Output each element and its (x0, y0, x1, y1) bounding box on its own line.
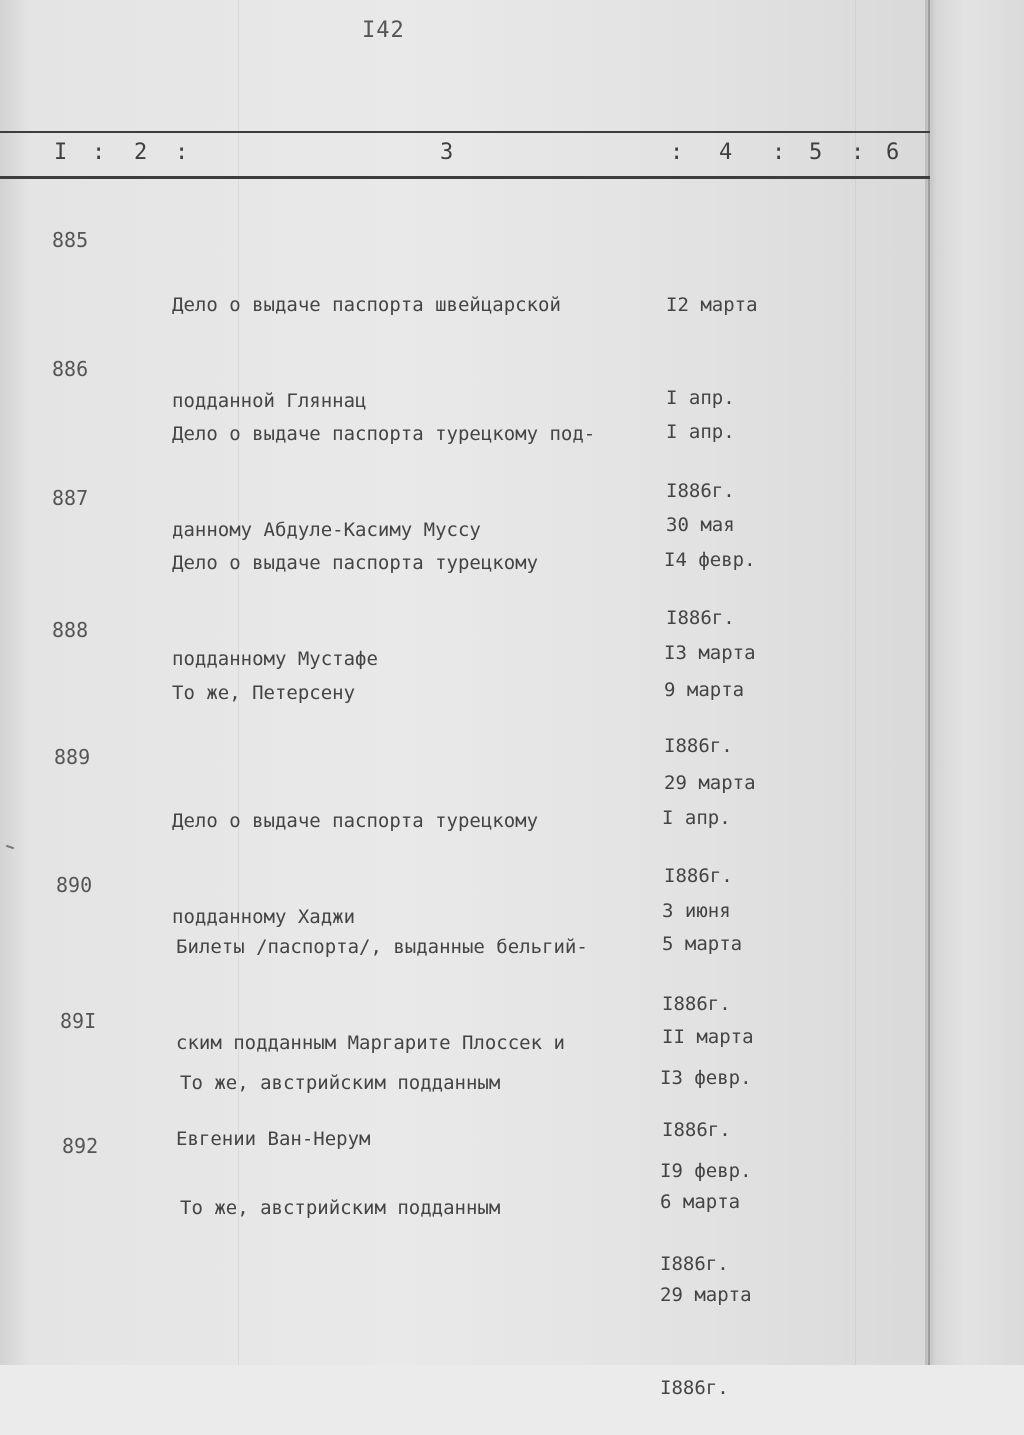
description-line: То же, австрийским подданным (180, 1072, 501, 1094)
column-separator: : (175, 140, 189, 165)
date-start: 5 марта (662, 933, 743, 955)
entry-number: 890 (56, 873, 93, 897)
date-year: I886г. (662, 1119, 731, 1141)
header-rule-top (0, 131, 930, 133)
date-end: I3 марта (664, 642, 756, 664)
ghost-rule (855, 0, 856, 1365)
column-separator: : (670, 140, 684, 165)
description-line: То же, Петерсену (172, 682, 356, 704)
entry-dates (660, 1125, 752, 1435)
description-line: Евгении Ван-Нерум (176, 1128, 371, 1150)
date-year: I886г. (664, 735, 733, 757)
date-start: I апр. (662, 807, 731, 829)
date-start: I3 февр. (660, 1067, 752, 1089)
date-year: I886г. (666, 607, 735, 629)
description-line: То же, австрийским подданным (180, 1197, 501, 1219)
entry-number: 889 (54, 745, 91, 769)
description-line: Дело о выдаче паспорта турецкому (172, 552, 539, 574)
description-line: подданному Мустафе (172, 648, 378, 670)
column-header-4: 4 (719, 140, 733, 165)
column-header-3: 3 (440, 140, 454, 165)
description-line: подданному Хаджи (172, 906, 356, 928)
description-line: Дело о выдаче паспорта турецкому (172, 810, 539, 832)
entry-description (172, 613, 355, 741)
column-header-5: 5 (809, 140, 823, 165)
date-start: I2 марта (666, 294, 758, 316)
date-start: I4 февр. (664, 549, 756, 571)
page-edge-line (928, 0, 930, 1365)
date-end: 29 марта (660, 1284, 752, 1306)
date-end: II марта (662, 1026, 754, 1048)
entry-number: 885 (52, 228, 89, 252)
description-line: Билеты /паспорта/, выданные бельгий- (176, 936, 588, 958)
column-separator: : (772, 140, 786, 165)
entry-description (180, 1128, 500, 1256)
column-separator: : (92, 140, 106, 165)
entry-description (180, 1003, 500, 1131)
page-number: I42 (362, 18, 405, 43)
date-end: 30 мая (666, 514, 735, 536)
date-end: I9 февр. (660, 1160, 752, 1182)
date-start: 6 марта (660, 1191, 741, 1213)
date-year: I886г. (664, 865, 733, 887)
column-header-2: 2 (134, 140, 148, 165)
date-end: I апр. (666, 387, 735, 409)
description-line: данному Абдуле-Касиму Муссу (172, 519, 481, 541)
date-end: 3 июня (662, 900, 731, 922)
date-year: I886г. (662, 993, 731, 1015)
column-header-6: 6 (886, 140, 900, 165)
entry-number: 89I (60, 1009, 97, 1033)
entry-number: 888 (52, 618, 89, 642)
date-end: 29 марта (664, 772, 756, 794)
date-year: I886г. (660, 1377, 729, 1399)
description-line: Дело о выдаче паспорта швейцарской (172, 294, 561, 316)
entry-number: 887 (52, 486, 89, 510)
column-header-1: I (54, 140, 68, 165)
date-start: I апр. (666, 421, 735, 443)
page-edge (925, 0, 1024, 1365)
header-rule-bottom (0, 176, 930, 179)
entry-number: 886 (52, 357, 89, 381)
description-line: подданной Гляннац (172, 390, 367, 412)
entry-number: 892 (62, 1134, 99, 1158)
date-year: I886г. (660, 1253, 729, 1275)
date-year: I886г. (666, 480, 735, 502)
date-start: 9 марта (664, 679, 745, 701)
description-line: ским подданным Маргарите Плоссек и (176, 1032, 565, 1054)
description-line: Дело о выдаче паспорта турецкому под- (172, 423, 596, 445)
column-separator: : (851, 140, 865, 165)
